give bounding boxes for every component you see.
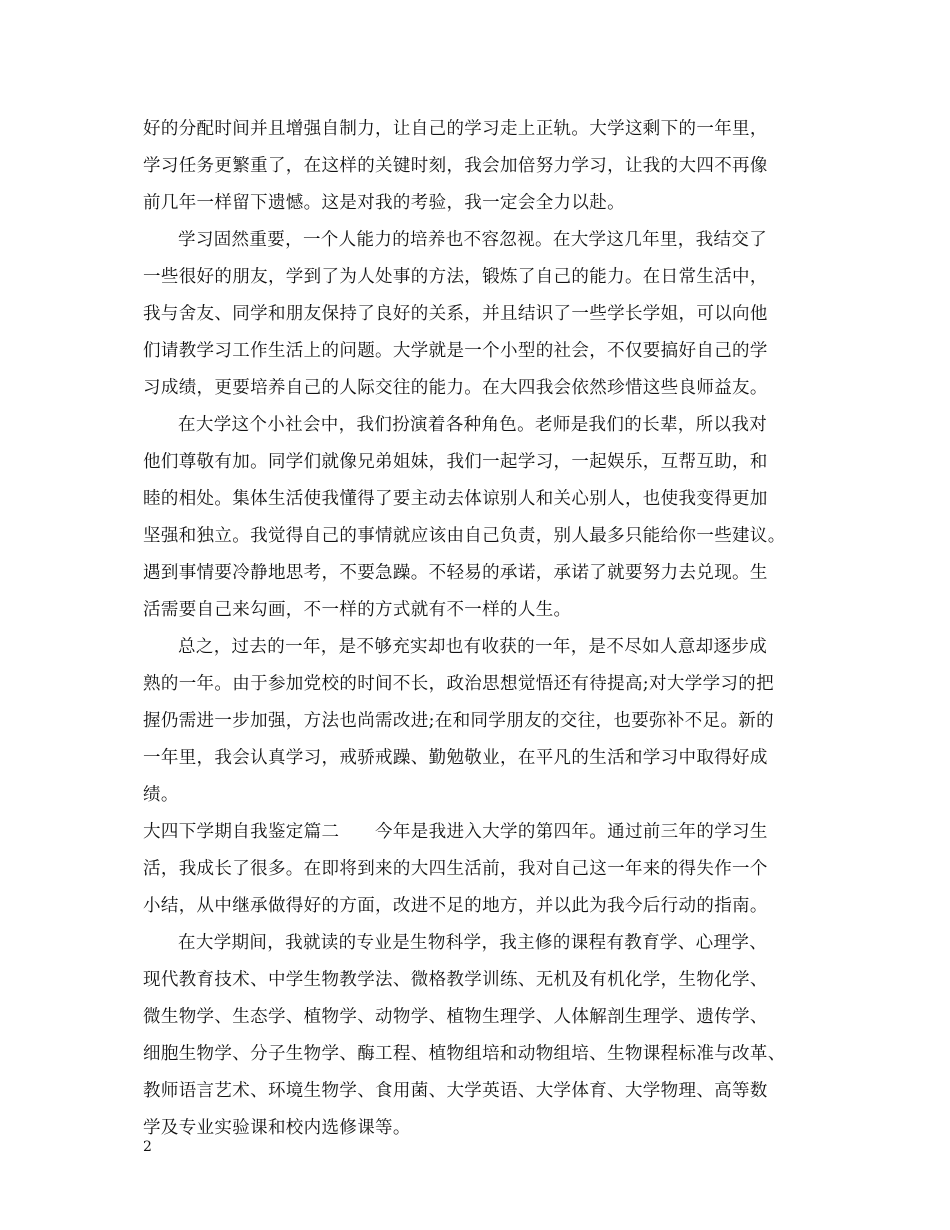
text-line: 我与舍友、同学和朋友保持了良好的关系，并且结识了一些学长学姐，可以向他 (143, 304, 768, 324)
paragraph-first-line: 在大学这个小社会中，我们扮演着各种角色。老师是我们的长辈，所以我对 (178, 415, 768, 435)
text-line: 他们尊敬有加。同学们就像兄弟姐妹，我们一起学习，一起娱乐，互帮互助，和 (143, 452, 768, 472)
text-line: 遇到事情要冷静地思考，不要急躁。不轻易的承诺，承诺了就要努力去兑现。生 (143, 563, 768, 583)
section-heading-line: 大四下学期自我鉴定篇二 今年是我进入大学的第四年。通过前三年的学习生 (143, 822, 768, 842)
text-line: 睦的相处。集体生活使我懂得了要主动去体谅别人和关心别人，也使我变得更加 (143, 489, 768, 509)
text-line: 活需要自己来勾画，不一样的方式就有不一样的人生。 (143, 600, 572, 620)
text-line: 学及专业实验课和校内选修课等。 (143, 1118, 411, 1138)
text-line: 一年里，我会认真学习，戒骄戒躁、勤勉敬业，在平凡的生活和学习中取得好成 (143, 748, 768, 768)
text-line: 前几年一样留下遗憾。这是对我的考验，我一定会全力以赴。 (143, 193, 625, 213)
text-line: 一些很好的朋友，学到了为人处事的方法，锻炼了自己的能力。在日常生活中， (143, 267, 768, 287)
text-line: 细胞生物学、分子生物学、酶工程、植物组培和动物组培、生物课程标准与改革、 (143, 1044, 786, 1064)
text-line: 们请教学习工作生活上的问题。大学就是一个小型的社会，不仅要搞好自己的学 (143, 341, 768, 361)
text-line: 熟的一年。由于参加党校的时间不长，政治思想觉悟还有待提高;对大学学习的把 (143, 674, 774, 694)
text-line: 学习任务更繁重了，在这样的关键时刻，我会加倍努力学习，让我的大四不再像 (143, 156, 768, 176)
text-line: 习成绩，更要培养自己的人际交往的能力。在大四我会依然珍惜这些良师益友。 (143, 378, 768, 398)
text-line: 好的分配时间并且增强自制力，让自己的学习走上正轨。大学这剩下的一年里， (143, 119, 768, 139)
text-line: 教师语言艺术、环境生物学、食用菌、大学英语、大学体育、大学物理、高等数 (143, 1081, 768, 1101)
text-line: 绩。 (143, 785, 179, 805)
text-line: 活，我成长了很多。在即将到来的大四生活前，我对自己这一年来的得失作一个 (143, 859, 768, 879)
paragraph-first-line: 学习固然重要，一个人能力的培养也不容忽视。在大学这几年里，我结交了 (178, 230, 768, 250)
text-line: 握仍需进一步加强，方法也尚需改进;在和同学朋友的交往，也要弥补不足。新的 (143, 711, 774, 731)
page-number: 2 (143, 1139, 152, 1155)
text-line: 坚强和独立。我觉得自己的事情就应该由自己负责，别人最多只能给你一些建议。 (143, 526, 786, 546)
text-line: 微生物学、生态学、植物学、动物学、植物生理学、人体解剖生理学、遗传学、 (143, 1007, 768, 1027)
text-line: 小结，从中继承做得好的方面，改进不足的地方，并以此为我今后行动的指南。 (143, 896, 768, 916)
paragraph-first-line: 在大学期间，我就读的专业是生物科学，我主修的课程有教育学、心理学、 (178, 933, 768, 953)
paragraph-first-line: 总之，过去的一年，是不够充实却也有收获的一年，是不尽如人意却逐步成 (178, 637, 768, 657)
text-line: 现代教育技术、中学生物教学法、微格教学训练、无机及有机化学，生物化学、 (143, 970, 768, 990)
